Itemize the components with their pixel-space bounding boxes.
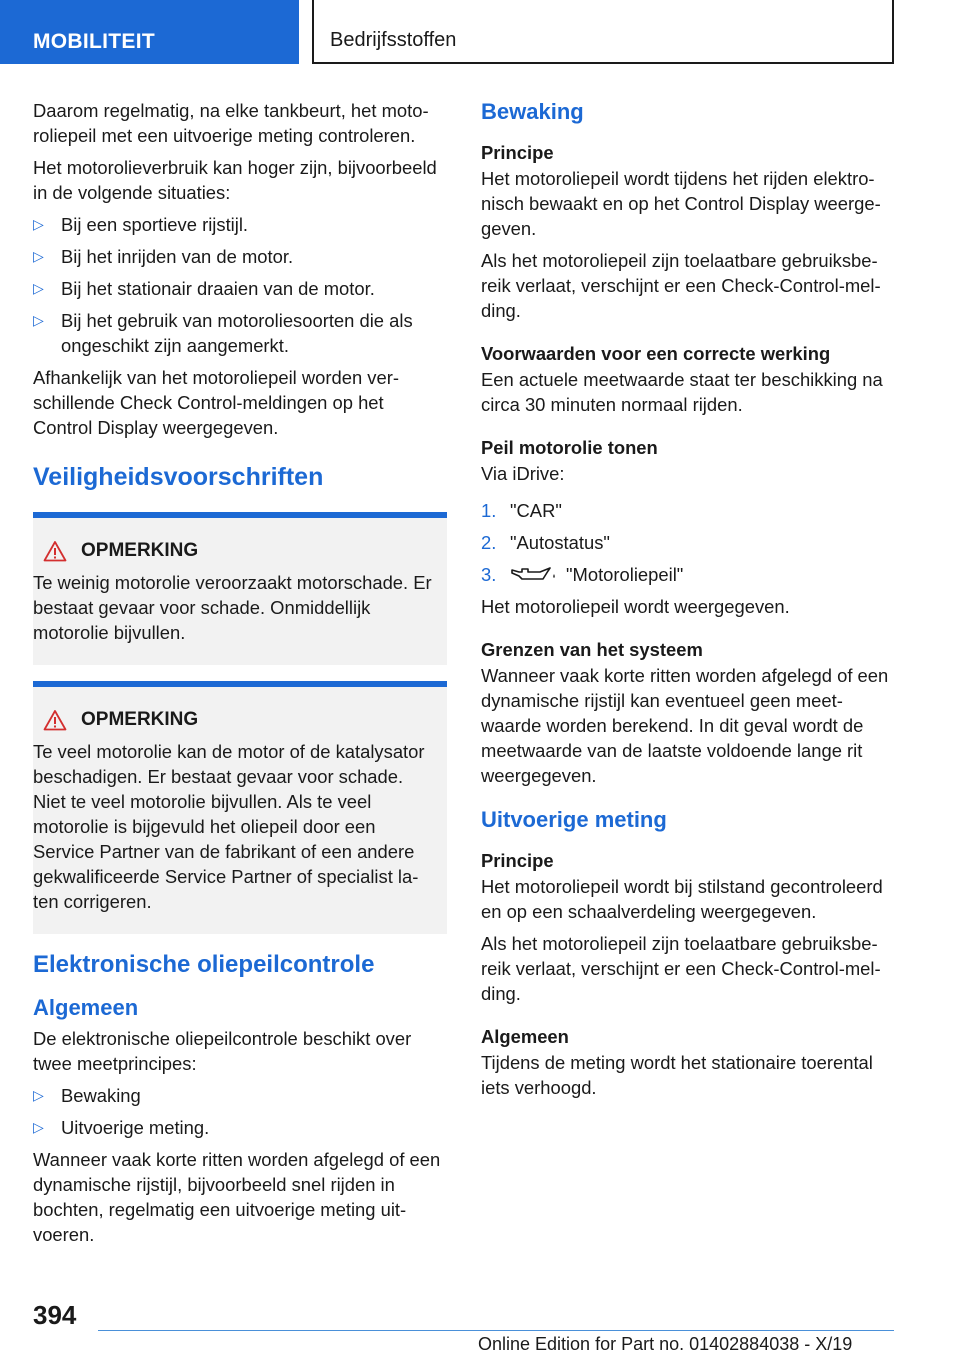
subheading: Peil motorolie tonen	[481, 437, 658, 458]
paragraph: Daarom regelmatig, na elke tankbeurt, het motoroliepeil met een uitvoerige meting controleren.	[33, 100, 429, 146]
section-title: MOBILITEIT	[33, 30, 155, 53]
warning-triangle-icon	[43, 709, 67, 731]
left-column	[33, 98, 447, 1254]
paragraph: Het motoroliepeil wordt tijdens het rijden elektronisch bewaakt en op het Control Display weergegeven.	[481, 168, 881, 239]
subheading: Principe	[481, 850, 554, 871]
subheading: Principe	[481, 142, 554, 163]
list-item: ▷ Bij het stationair draaien van de motor.	[33, 278, 375, 299]
paragraph: Het motoroliepeil wordt weergegeven.	[481, 596, 790, 617]
notice-label: OPMERKING	[81, 709, 199, 730]
paragraph: Wanneer vaak korte ritten worden afgelegd of een dynamische rijstijl, bijvoorbeeld snel rijden in bochten, regelmatig een uitvoerige meting uitvoeren.	[33, 1149, 441, 1245]
triangle-bullet-icon: ▷	[33, 1087, 44, 1103]
subsection-heading: Algemeen	[33, 995, 139, 1020]
list-item: ▷ Bij het gebruik van motoroliesoorten die als ongeschikt zijn aangemerkt.	[33, 310, 413, 356]
list-item: ▷ Uitvoerige meting.	[33, 1117, 210, 1138]
list-item: ▷ Bij een sportieve rijstijl.	[33, 214, 249, 235]
paragraph: Tijdens de meting wordt het stationaire toerental iets verhoogd.	[481, 1052, 873, 1098]
page-number: 394	[33, 1300, 77, 1330]
step-item: 3. "Motoroliepeil"	[481, 564, 684, 585]
section-tab	[0, 0, 299, 64]
paragraph: De elektronische oliepeilcontrole beschikt over twee meetprincipes:	[33, 1028, 412, 1074]
chapter-title: Bedrijfsstoffen	[330, 29, 457, 51]
notice-header	[43, 540, 433, 562]
oil-can-icon	[510, 564, 558, 584]
paragraph: Wanneer vaak korte ritten worden afgelegd of een dynamische rijstijl kan eventueel geen meetwaarde worden berekend. In dit geval wordt de meetwaarde van de laatste voldoende lange rit weergegeven.	[481, 665, 889, 786]
right-column	[481, 98, 895, 1107]
triangle-bullet-icon: ▷	[33, 1119, 44, 1135]
list-item: ▷ Bij het inrijden van de motor.	[33, 246, 294, 267]
paragraph: Het motorolieverbruik kan hoger zijn, bijvoorbeeld in de volgende situaties:	[33, 157, 437, 203]
warning-triangle-icon	[43, 540, 67, 562]
triangle-bullet-icon: ▷	[33, 216, 44, 232]
paragraph: Afhankelijk van het motoroliepeil worden verschillende Check Control-meldingen op het Control Display weergegeven.	[33, 367, 399, 438]
paragraph: Als het motoroliepeil zijn toelaatbare gebruiksbereik verlaat, verschijnt er een Check-Control-melding.	[481, 250, 881, 321]
notice-box	[33, 681, 447, 934]
paragraph: Een actuele meetwaarde staat ter beschikking na circa 30 minuten normaal rijden.	[481, 369, 883, 415]
paragraph: Het motoroliepeil wordt bij stilstand gecontroleerd en op een schaalverdeling weergegeven.	[481, 876, 883, 922]
triangle-bullet-icon: ▷	[33, 248, 44, 264]
triangle-bullet-icon: ▷	[33, 280, 44, 296]
subsection-heading: Uitvoerige meting	[481, 807, 667, 832]
notice-text: Te veel motorolie kan de motor of de katalysator beschadigen. Er bestaat gevaar voor schade. Niet te veel motorolie bijvullen. Als te veel motorolie is bijgevuld het oliepeil door een Service Partner van de fabrikant of een andere gekwalificeerde Service Partner of specialist laten corrigeren.	[33, 741, 425, 912]
safety-heading: Veiligheidsvoorschriften	[33, 463, 324, 491]
paragraph: Als het motoroliepeil zijn toelaatbare gebruiksbereik verlaat, verschijnt er een Check-Control-melding.	[481, 933, 881, 1004]
edition-footer: Online Edition for Part no. 01402884038 - X/19	[478, 1334, 853, 1354]
step-item: 2. "Autostatus"	[481, 532, 610, 553]
section-heading: Elektronische oliepeilcontrole	[33, 951, 375, 978]
subheading: Algemeen	[481, 1026, 569, 1047]
paragraph: Via iDrive:	[481, 463, 565, 484]
notice-header	[43, 709, 433, 731]
notice-label: OPMERKING	[81, 540, 199, 561]
notice-text: Te weinig motorolie veroorzaakt motorschade. Er bestaat gevaar voor schade. Onmiddellijk motorolie bijvullen.	[33, 572, 432, 643]
subheading: Grenzen van het systeem	[481, 639, 703, 660]
triangle-bullet-icon: ▷	[33, 312, 44, 328]
subheading: Voorwaarden voor een correcte werking	[481, 343, 831, 364]
subsection-heading: Bewaking	[481, 99, 584, 124]
step-item: 1. "CAR"	[481, 500, 562, 521]
list-item: ▷ Bewaking	[33, 1085, 141, 1106]
notice-box	[33, 512, 447, 665]
footer-divider	[98, 1330, 894, 1331]
chapter-tab	[312, 0, 894, 64]
